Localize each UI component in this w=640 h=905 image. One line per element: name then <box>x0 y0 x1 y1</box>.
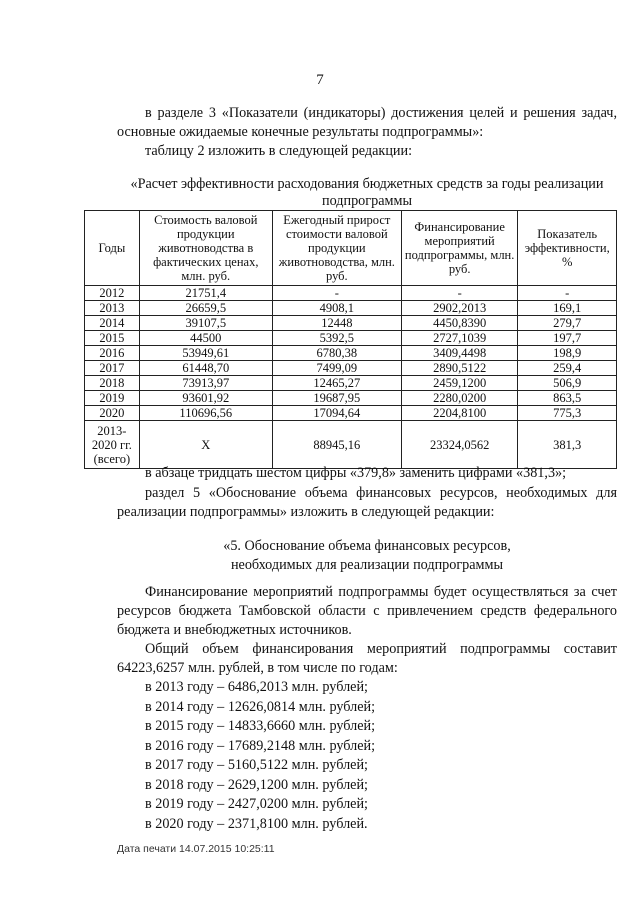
header-efficiency: Показатель эффективности, % <box>518 211 617 286</box>
table-intro-text: таблицу 2 изложить в следующей редакции: <box>145 143 413 159</box>
cell-year: 2020 <box>85 406 140 421</box>
list-item: в 2015 году – 14833,6660 млн. рублей; <box>145 718 376 734</box>
years-funding-list <box>145 678 615 834</box>
cell-annual-growth: 6780,38 <box>272 346 401 361</box>
table-row <box>85 376 617 391</box>
cell-financing: 2902,2013 <box>401 301 517 316</box>
cell-efficiency: 506,9 <box>518 376 617 391</box>
cell-gross-cost: 110696,56 <box>139 406 272 421</box>
cell-year: 2012 <box>85 286 140 301</box>
table-row <box>85 406 617 421</box>
cell-annual-growth: - <box>272 286 401 301</box>
cell-annual-growth: 19687,95 <box>272 391 401 406</box>
cell-year: 2015 <box>85 331 140 346</box>
header-gross-cost: Стоимость валовой продукции животноводства в фактических ценах, млн. руб. <box>139 211 272 286</box>
cell-efficiency: 775,3 <box>518 406 617 421</box>
cell-gross-cost: 73913,97 <box>139 376 272 391</box>
cell-financing: 4450,8390 <box>401 316 517 331</box>
table-row <box>85 316 617 331</box>
table-row <box>85 286 617 301</box>
table-row <box>85 361 617 376</box>
table-row <box>85 331 617 346</box>
cell-annual-growth: 17094,64 <box>272 406 401 421</box>
section-intro-text: раздел 5 «Обоснование объема финансовых ресурсов, необходимых для реализации подпрограммы» изложить в следующей редакции: <box>117 485 617 520</box>
cell-financing: 3409,4498 <box>401 346 517 361</box>
header-annual-growth: Ежегодный прирост стоимости валовой продукции животноводства, млн. руб. <box>272 211 401 286</box>
cell-financing: 2204,8100 <box>401 406 517 421</box>
cell-financing: 2727,1039 <box>401 331 517 346</box>
cell-financing: 2459,1200 <box>401 376 517 391</box>
cell-annual-growth: 7499,09 <box>272 361 401 376</box>
list-item: в 2018 году – 2629,1200 млн. рублей; <box>145 776 368 793</box>
cell-efficiency: 279,7 <box>518 316 617 331</box>
cell-efficiency: 169,1 <box>518 301 617 316</box>
intro-paragraph: в разделе 3 «Показатели (индикаторы) достижения целей и решения задач, основные ожидаемые конечные результаты подпрограммы»: <box>117 105 617 140</box>
cell-year: 2014 <box>85 316 140 331</box>
header-years: Годы <box>85 211 140 286</box>
cell-total-financing: 23324,0562 <box>401 421 517 469</box>
list-item: в 2014 году – 12626,0814 млн. рублей; <box>145 698 376 715</box>
cell-annual-growth: 12448 <box>272 316 401 331</box>
cell-year: 2017 <box>85 361 140 376</box>
cell-gross-cost: 21751,4 <box>139 286 272 301</box>
total-volume-paragraph: Общий объем финансирования мероприятий подпрограммы составит 64223,6257 млн. рублей, в том числе по годам: <box>117 641 617 676</box>
header-financing: Финансирование мероприятий подпрограммы, млн. руб. <box>401 211 517 286</box>
cell-year: 2016 <box>85 346 140 361</box>
cell-efficiency: 259,4 <box>518 361 617 376</box>
list-item: в 2017 году – 5160,5122 млн. рублей; <box>145 757 368 773</box>
funding-paragraph: Финансирование мероприятий подпрограммы будет осуществляться за счет ресурсов бюджета Тамбовской области с привлечением средств федерального бюджета и внебюджетных источников. <box>117 584 617 638</box>
cell-gross-cost: 26659,5 <box>139 301 272 316</box>
section-title-line-2: необходимых для реализации подпрограммы <box>230 557 504 573</box>
cell-year: 2018 <box>85 376 140 391</box>
cell-efficiency: - <box>518 286 617 301</box>
cell-total-annual-growth: 88945,16 <box>272 421 401 469</box>
list-item: в 2013 году – 6486,2013 млн. рублей; <box>145 679 368 695</box>
table-row <box>85 391 617 406</box>
cell-gross-cost: 61448,70 <box>139 361 272 376</box>
cell-financing: - <box>401 286 517 301</box>
table-header-row <box>85 211 617 286</box>
page-number: 7 <box>316 72 324 88</box>
cell-total-gross-cost: Х <box>139 421 272 469</box>
cell-efficiency: 197,7 <box>518 331 617 346</box>
section-title <box>117 537 617 575</box>
cell-annual-growth: 4908,1 <box>272 301 401 316</box>
table-total-row <box>85 421 617 469</box>
after-table-text: в абзаце тридцать шестом цифры «379,8» заменить цифрами «381,3»; <box>145 465 567 481</box>
cell-total-efficiency: 381,3 <box>518 421 617 469</box>
cell-total-period: 2013-2020 гг. (всего) <box>85 421 140 469</box>
cell-efficiency: 198,9 <box>518 346 617 361</box>
efficiency-table <box>84 210 617 469</box>
list-item: в 2020 году – 2371,8100 млн. рублей. <box>145 815 368 832</box>
list-item: в 2019 году – 2427,0200 млн. рублей; <box>145 796 368 812</box>
print-date: Дата печати 14.07.2015 10:25:11 <box>117 843 275 855</box>
cell-year: 2013 <box>85 301 140 316</box>
cell-gross-cost: 93601,92 <box>139 391 272 406</box>
table-row <box>85 301 617 316</box>
cell-financing: 2280,0200 <box>401 391 517 406</box>
list-item: в 2016 году – 17689,2148 млн. рублей; <box>145 737 376 754</box>
cell-gross-cost: 53949,61 <box>139 346 272 361</box>
cell-financing: 2890,5122 <box>401 361 517 376</box>
cell-efficiency: 863,5 <box>518 391 617 406</box>
cell-annual-growth: 12465,27 <box>272 376 401 391</box>
section-title-line-1: «5. Обоснование объема финансовых ресурсов, <box>223 538 511 554</box>
cell-gross-cost: 44500 <box>139 331 272 346</box>
table-title: «Расчет эффективности расходования бюджетных средств за годы реализации подпрограммы <box>130 176 604 209</box>
cell-year: 2019 <box>85 391 140 406</box>
cell-annual-growth: 5392,5 <box>272 331 401 346</box>
table-row <box>85 346 617 361</box>
cell-gross-cost: 39107,5 <box>139 316 272 331</box>
